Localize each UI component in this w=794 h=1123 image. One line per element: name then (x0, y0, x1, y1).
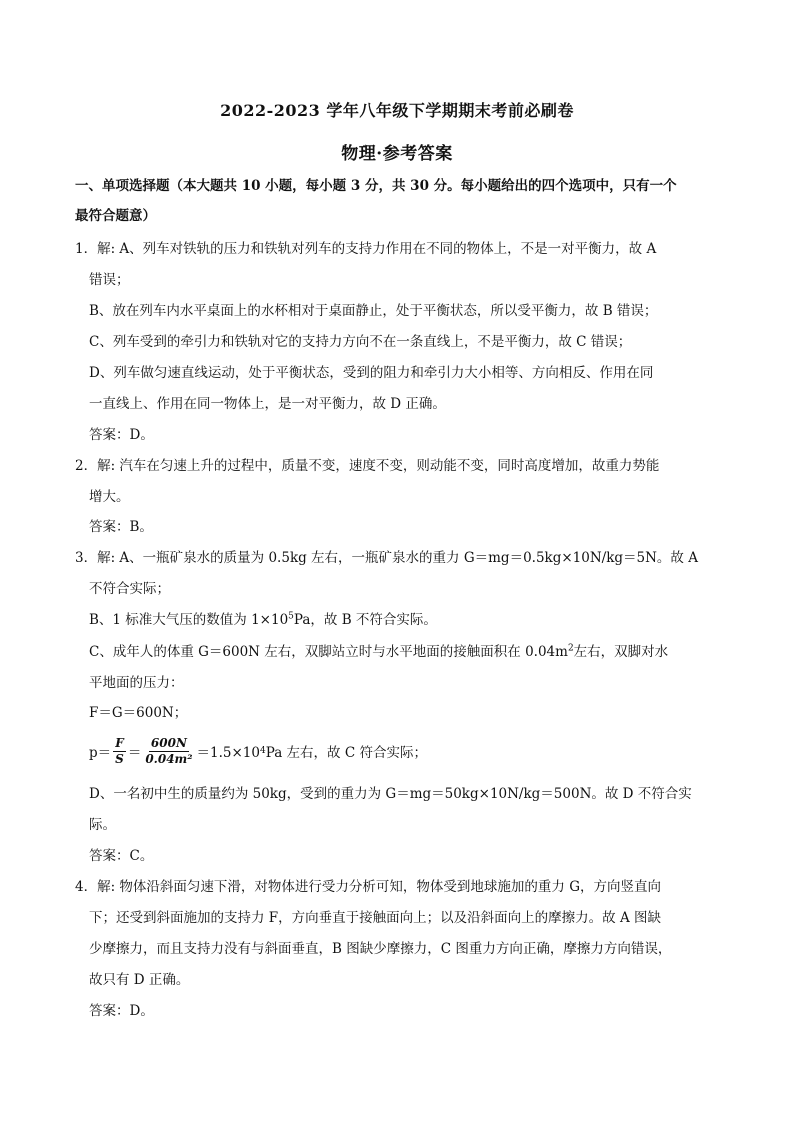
q3-option-d: D、一名初中生的质量约为 50kg，受到的重力为 G＝mg＝50kg×10N/kg＝500N。故 D 不符合实 (89, 786, 692, 802)
q4-text-cont: 故只有 D 正确。 (89, 972, 190, 988)
q3-option-b: B、1 标准大气压的数值为 $1\times 10^5Pa$，故 B 不符合实际。 (89, 611, 437, 628)
q3-option-c-cont: 平地面的压力： (89, 675, 184, 691)
q3-answer: 答案：C。 (89, 848, 154, 864)
fraction-600n-over-area: $\frac{600N}{\text{0.04m²}}$ (145, 735, 193, 766)
q3-text: 3．解: A、一瓶矿泉水的质量为 0.5kg 左右，一瓶矿泉水的重力 G＝mg＝0.5kg×10N/kg＝5N。故 A (75, 550, 698, 566)
q3-force-equation: F＝G＝600N； (89, 705, 188, 721)
pressure-formula: p＝ $\frac{F}{S}$ ＝ $\frac{600N}{\text{0.04m²}}$ ＝1.5×10 4 Pa 左右，故 C 符合实际； (89, 735, 427, 766)
q1-text: 错误； (89, 272, 130, 288)
section-heading-cont: 最符合题意） (75, 208, 156, 224)
q2-text: 2．解: 汽车在匀速上升的过程中，质量不变，速度不变，则动能不变，同时高度增加，故重力势能 (75, 458, 660, 474)
q4-text: 4．解: 物体沿斜面匀速下滑，对物体进行受力分析可知，物体受到地球施加的重力 G，方向竖直向 (75, 879, 662, 895)
q4-answer: 答案：D。 (89, 1003, 154, 1019)
q1-text: 1．解: A、列车对铁轨的压力和铁轨对列车的支持力作用在不同的物体上，不是一对平衡力，故 A (75, 241, 657, 257)
q1-option-d-cont: 一直线上、作用在同一物体上，是一对平衡力，故 D 正确。 (89, 396, 446, 412)
q1-answer: 答案：D。 (89, 427, 154, 443)
q1-option-c: C、列车受到的牵引力和铁轨对它的支持力方向不在一条直线上，不是平衡力，故 C 错误； (89, 334, 632, 350)
q3-text-cont: 不符合实际； (89, 581, 170, 597)
q1-option-b: B、放在列车内水平桌面上的水杯相对于桌面静止，处于平衡状态，所以受平衡力，故 B 错误； (89, 303, 658, 319)
q3-option-c: C、成年人的体重 G＝600N 左右，双脚站立时与水平地面的接触面积在 $0.04m^2$左右，双脚对水 (89, 643, 669, 660)
q1-option-d: D、列车做匀速直线运动，处于平衡状态，受到的阻力和牵引力大小相等、方向相反、作用在同 (89, 365, 654, 381)
q3-option-d-cont: 际。 (89, 817, 116, 833)
q2-answer: 答案：B。 (89, 519, 153, 535)
page-subtitle: 物理·参考答案 (341, 144, 453, 164)
q4-text-cont: 少摩擦力，而且支持力没有与斜面垂直，B 图缺少摩擦力，C 图重力方向正确，摩擦力方向错误， (89, 941, 672, 957)
fraction-f-over-s: $\frac{F}{S}$ (115, 735, 124, 766)
q4-text-cont: 下；还受到斜面施加的支持力 F，方向垂直于接触面向上；以及沿斜面向上的摩擦力。故 A 图缺 (89, 910, 661, 926)
page-title: 2022-2023 学年八年级下学期期末考前必刷卷 (220, 101, 574, 120)
section-heading: 一、单项选择题（本大题共 10 小题，每小题 3 分，共 30 分。每小题给出的四个选项中，只有一个 (75, 178, 677, 194)
q2-text-cont: 增大。 (89, 489, 130, 505)
